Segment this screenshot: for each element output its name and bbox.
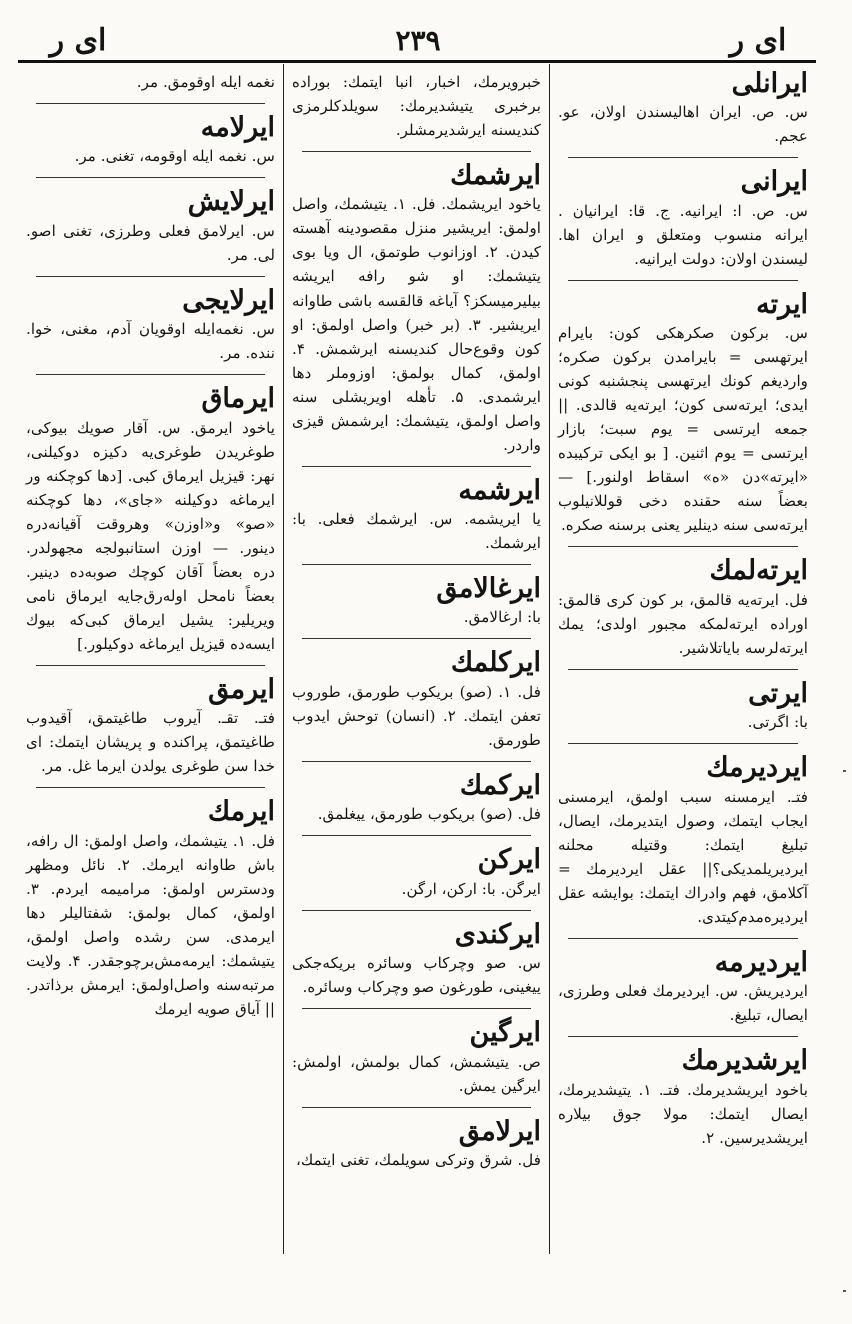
entry-definition: فل. ایرته‌یه قالمق، بر کون کری قالمق: اوراده ایرته‌لمکه مجبور اولدی؛ یمك ایرته‌لرسه بایاتلاشیر. (558, 590, 808, 657)
entry-separator (568, 546, 798, 547)
entry-separator (36, 787, 265, 788)
dictionary-entry (26, 674, 275, 778)
entry-definition: س. نغمه ایله اوقومه، تغنی. مر. (74, 147, 275, 166)
dictionary-entry (558, 752, 808, 928)
entry-headword: ایرتی (748, 677, 808, 709)
guide-word-right: ای ر (729, 22, 787, 58)
entry-definition: ایرگن. با: ارکن، ارگن. (401, 879, 541, 898)
entry-definition: خبرویرمك، اخبار، انبا ایتمك: بوراده برخبری یتیشدیرمك: سویلدکلرمزی کندیسنه ایرشدیرمشلر. (292, 73, 541, 140)
entry-definition: با: اگرتی. (747, 713, 808, 732)
page-number: ۲۳۹ (395, 23, 441, 57)
entry-headword: ایرمك (207, 796, 275, 828)
entry-headword: ایرکمك (459, 769, 541, 801)
entry-continuation (26, 70, 275, 94)
entry-headword: ایرشمه (458, 474, 541, 506)
dictionary-entry (558, 289, 808, 538)
entry-definition: یاخود ایریشمك. فل. ۱. یتیشمك، واصل اولمق: ایریشیر منزل مقصودینه آهسته کیدن. ۲. اوزانوب طوتمق، ال ویا بوی یتیشمك: او شو رافه ایریشه بیلیرمیسکز؟ آیاغه قالقسه باشی طاوانه ایریشیر. ۳. (بر خبر) واصل اولمق: او کون وقوع‌حال کندیسنه ایرشمش. ۴. اولمق، کمال بولمق: اوزوملر دها ایرشمدی. ۵. تأهله اویریشلی سنه واصل اولمق، یتیشمك: ایرشمش قیزی واردر. (292, 195, 541, 454)
dictionary-entry (26, 112, 275, 168)
entry-continuation (292, 70, 541, 142)
entry-definition: باخود ایریشدیرمك. فتـ. ۱. یتیشدیرمك، ایصال ایتمك: مولا جوق بیلاره ایریشدیرسین. ۲. (558, 1080, 808, 1147)
entry-separator (302, 761, 531, 762)
page-header (18, 20, 818, 60)
dictionary-entry (558, 166, 808, 270)
entry-headword: ایرشمك (450, 160, 541, 192)
entry-headword: ایردیرمه (714, 946, 808, 978)
entry-separator (568, 280, 798, 281)
entry-definition: یا ایریشمه. س. ایرشمك فعلی. با: ایرشمك. (292, 510, 541, 553)
entry-headword: ایرغالامق (436, 573, 541, 605)
entry-definition: س. برکون صکرهکی کون: بایرام ایرتهسی = بایرامدن برکون صکره؛ واردیغم کونك ایرتهسی پنجشنبه کونی ایدی؛ ایرته‌سی کون؛ ایرته‌یه قالدی. || جمعه ایرتسی = یوم سبت؛ بازار ایرتسی = یوم اثنین. [ بو ایکی ترکیبده «ایرته»دن «ه» اسقاط اولنور.] — بعضاً سنه حقنده دخی قوللانیلوب ایرته‌سی سنه دینلیر یعنی برسنه صکره. (558, 324, 808, 535)
entry-separator (302, 835, 531, 836)
entry-headword: ایرلایش (187, 186, 275, 218)
dictionary-entry (558, 555, 808, 659)
entry-headword: ایرلامق (458, 1115, 541, 1147)
entry-headword: ایرکلمك (450, 647, 541, 679)
entry-separator (568, 938, 798, 939)
entry-definition: س. صو وچرکاب وسائره بریکه‌جکی ییغینی، طورغون صو وچرکاب وسائره. (292, 954, 541, 997)
entry-separator (36, 276, 265, 277)
entry-definition: با: ارغالامق. (463, 608, 541, 627)
entry-definition: ص. یتیشمش، کمال بولمش، اولمش: ایرگین یمش. (292, 1052, 541, 1095)
entry-definition: فل. ۱. یتیشمك، واصل اولمق: ال رافه، باش طاوانه ایرمك. ۲. نائل ومظهر ودسترس اولمق: مرامیمه ایردم. ۳. اولمق، کمال بولمق: شفتالیلر دها ایرمدی. سن رشده واصل اولمق، یتیشمك: ایرمه‌مش‌برچوجقدر. ۴. ولایت مرتبه‌سنه واصل‌اولمق: ایرمش برذاتدر. || آیاق صویه ایرمك (26, 831, 276, 1018)
dictionary-entry (292, 1116, 541, 1172)
dictionary-entry (558, 1045, 808, 1149)
entry-separator (302, 466, 531, 467)
entry-headword: ایرته‌لمك (709, 555, 808, 587)
column-middle (284, 64, 550, 1254)
entry-headword: ایرانلی (731, 68, 808, 99)
dictionary-entry (26, 383, 275, 656)
entry-separator (36, 103, 265, 104)
dictionary-entry (292, 647, 541, 751)
column-left (18, 64, 284, 1254)
dictionary-entry (292, 844, 541, 900)
entry-definition: فل. شرق وترکی سویلمك، تغنی ایتمك، (295, 1150, 541, 1169)
entry-headword: ایرکندی (454, 918, 541, 950)
dictionary-entry (292, 573, 541, 629)
dictionary-entry (292, 160, 541, 457)
entry-definition: فتـ. تقـ. آیروب طاغیتمق، آقیدوب طاغیتمق، پراکنده و پریشان ایتمك: ای خدا سن طوغری یولدن ایرما غل. مر. (26, 709, 275, 776)
entry-separator (36, 177, 265, 178)
entry-separator (568, 669, 798, 670)
entry-headword: ایرشدیرمك (681, 1045, 808, 1077)
entry-separator (302, 151, 531, 152)
dictionary-entry (26, 186, 275, 266)
entry-definition: س. ص. ایران اهالیسندن اولان، عو. عجم. (558, 103, 808, 146)
entry-headword: ایرانی (740, 166, 808, 198)
entry-separator (36, 665, 265, 666)
guide-word-left: ای ر (49, 22, 107, 58)
entry-separator (302, 638, 531, 639)
entry-separator (302, 564, 531, 565)
entry-definition: یاخود ایرمق. س. آقار صویك بیوکی، طوغریدن طوغری‌یه دکیزه دوکیلنی، نهر: قیزیل ایرماق کبی. [دها کوچکنه ور ایرماغه دوکیلنه «جای»، دها کوچکنه «صو» و«اوزن» وهروقت آقیانه‌دره دینور. — اوزن استانبولجه مجهولدر. دره بعضاً آقان کوچك صوبه‌ده دینیر. بعضاً نامحل اولەرق‌جایه ایرماق نامی ویریلیر: یشیل ایرماق کبی‌که بیوك ایسه‌ده قیزیل ایرماغه دوکیلور.] (26, 418, 275, 653)
column-right (550, 64, 816, 1254)
dictionary-entry (26, 796, 275, 1021)
entry-headword: ایرلایجی (182, 284, 275, 316)
dictionary-entry (292, 475, 541, 555)
entry-separator (302, 910, 531, 911)
entry-definition: س. ص. ا: ایرانیه. ج. قا: ایرانیان . ایرانه منسوب ومتعلق و ایران اها. لیسندن اولان: دولت ایرانیه. (558, 201, 808, 268)
entry-separator (36, 374, 265, 375)
entry-headword: ایرته (756, 288, 808, 320)
entry-headword: ایردیرمك (706, 752, 808, 784)
columns (18, 64, 816, 1254)
dictionary-entry (558, 678, 808, 734)
entry-separator (302, 1008, 531, 1009)
entry-definition: فل. (صو) بریکوب طورمق، ییغلمق. (317, 805, 541, 824)
entry-definition: فل. ۱. (صو) بریکوب طورمق، طوروب تعفن ایتمك. ۲. (انسان) توحش ایدوب طورمق. (292, 682, 542, 749)
dictionary-entry (558, 68, 808, 148)
dictionary-entry (292, 919, 541, 999)
entry-headword: ایرکن (477, 844, 541, 876)
entry-separator (568, 157, 798, 158)
entry-definition: س. نغمه‌ایله اوقویان آدم، مغنی، خوا. ننده. مر. (26, 320, 275, 363)
entry-separator (568, 743, 798, 744)
header-rule (18, 60, 816, 63)
entry-definition: نغمه ایله اوقومق. مر. (136, 73, 275, 91)
entry-headword: ایرلامه (200, 112, 275, 144)
dictionary-entry (292, 1017, 541, 1097)
entry-headword: ایرماق (201, 383, 275, 415)
entry-separator (302, 1107, 531, 1108)
margin-mark (843, 770, 846, 772)
entry-definition: ایردیریش. س. ایردیرمك فعلی وطرزی، ایصال، تبلیغ. (558, 982, 808, 1025)
entry-definition: فتـ. ایرمسنه سبب اولمق، ایرمسنی ایجاب ایتمك، وصول ایتدیرمك، ایصال، تبلیغ ایتمك: وقتیله محلنه ایردیریلمدیکی؟|| عقل ایردیرمك = آکلامق، فهم وادراك ایتمك: بوایشه عقل ایردیره‌مدم‌کیتدی. (558, 787, 808, 926)
dictionary-entry (558, 947, 808, 1027)
entry-headword: ایرمق (208, 673, 275, 705)
dictionary-entry (26, 285, 275, 365)
margin-mark (843, 1290, 846, 1292)
entry-definition: س. ایرلامق فعلی وطرزی، تغنی اصو. لی. مر. (26, 221, 275, 264)
entry-headword: ایرگین (469, 1017, 541, 1049)
dictionary-entry (292, 770, 541, 826)
entry-separator (568, 1036, 798, 1037)
